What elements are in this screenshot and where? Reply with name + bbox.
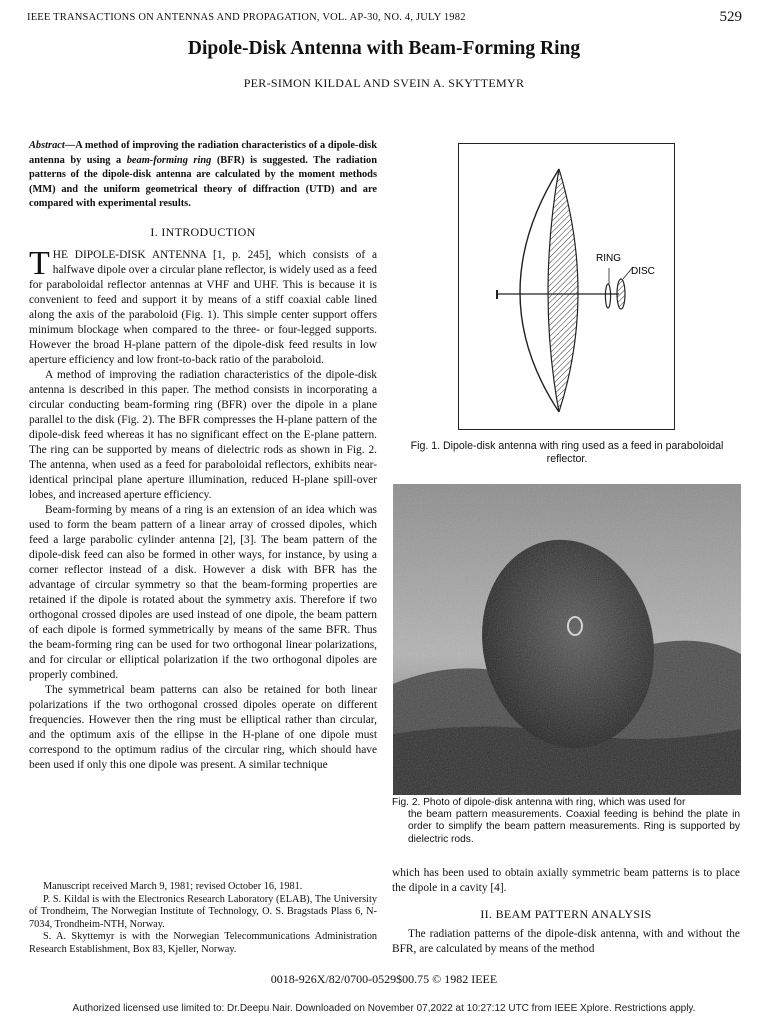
figure-1-drawing bbox=[458, 143, 675, 430]
section-heading-beam-pattern-analysis: II. BEAM PATTERN ANALYSIS bbox=[480, 907, 652, 921]
right-column-continuation bbox=[392, 866, 740, 896]
figure-2-caption bbox=[392, 797, 740, 846]
paper-title: Dipole-Disk Antenna with Beam-Forming Ring bbox=[187, 38, 581, 59]
figure-1-caption: Fig. 1. Dipole-disk antenna with ring used as a feed in paraboloidal reflector. bbox=[410, 440, 724, 465]
antenna-diagram bbox=[459, 144, 674, 429]
disc-element bbox=[617, 279, 625, 309]
author-line: PER-SIMON KILDAL AND SVEIN A. SKYTTEMYR bbox=[243, 76, 525, 90]
footnote-affiliation-kildal: P. S. Kildal is with the Electronics Research Laboratory (ELAB), The University of Trondheim, The Norwegian Institute of Technology, O. S. Bragstads Plass 6, N-7034, Trondheim-NTH, Norway. bbox=[29, 893, 377, 930]
footnote-affiliation-skyttemyr: S. A. Skyttemyr is with the Norwegian Telecommunications Administration Research Establishment, Box 83, Kjeller, Norway. bbox=[29, 931, 377, 955]
footnote-received: Manuscript received March 9, 1981; revised October 16, 1981. bbox=[43, 881, 303, 892]
ring-element bbox=[605, 284, 610, 308]
page-number: 529 bbox=[719, 9, 742, 25]
caption-first-line: Fig. 2. Photo of dipole-disk antenna with ring, which was used for bbox=[392, 797, 686, 808]
disc-label: DISC bbox=[631, 266, 655, 277]
paragraph: Beam-forming by means of a ring is an extension of an idea which was used to form the beam pattern of a linear array of crossed dipoles, which feed a large parabolic cylinder antenna [2], [3]. The beam pattern of the dipole-disk feed can also be formed in other ways, for instance, by using a corner reflector instead of a disk. However a disk with BFR has the advantage of circular symmetry so that the beam-forming properties are retained if the dipole is rotated about the symmetry axis. Therefore if two orthogonal crossed dipoles are used instead of one dipole, the beam pattern of each dipole is formed symmetrically by means of the same BFR. Thus the beam-forming ring can be used for two orthogonal linear polarizations, and for circular or elliptical polarization if the two orthogonal dipoles are properly combined. bbox=[29, 504, 377, 681]
drop-cap: T bbox=[29, 245, 50, 282]
paragraph: The radiation patterns of the dipole-disk antenna, with and without the BFR, are calculated by means of the method bbox=[392, 928, 740, 955]
paragraph: which has been used to obtain axially symmetric beam patterns is to place the dipole in a cavity [4]. bbox=[392, 867, 740, 894]
section-2-body bbox=[392, 927, 740, 957]
introduction-body bbox=[29, 245, 377, 773]
abstract-text-1: —A method of improving the radiation characteristics of a dipole-disk antenna by using a bbox=[29, 140, 377, 166]
license-notice: Authorized licensed use limited to: Dr.Deepu Nair. Downloaded on November 07,2022 at 10:27:12 UTC from IEEE Xplore. Restrictions apply. bbox=[72, 1003, 696, 1014]
abstract-term: beam-forming ring bbox=[126, 154, 212, 166]
antenna-photo bbox=[393, 484, 741, 795]
caption-continuation: the beam pattern measurements. Coaxial feeding is behind the plate in order to simplify the beam pattern measurements. Ring is supported by dielectric rods. bbox=[408, 809, 740, 845]
abstract-label: Abstract bbox=[29, 140, 65, 151]
paragraph: A method of improving the radiation characteristics of the dipole-disk antenna is described in this paper. The method consists in incorporating a circular conducting beam-forming ring (BFR) over the dipole in a plane parallel to the disk (Fig. 2). The BFR compresses the H-plane pattern of the dipole-disk feed whereas it has no significant effect on the E-plane pattern. The ring can be supported by means of dielectric rods as shown in Fig. 2. The antenna, when used as a feed for paraboloidal reflectors, exhibits near-identical principal plane aperture illumination, reduced H-plane spill-over lobes, and increased aperture efficiency. bbox=[29, 369, 377, 501]
running-head: IEEE TRANSACTIONS ON ANTENNAS AND PROPAGATION, VOL. AP-30, NO. 4, JULY 1982 bbox=[27, 12, 466, 23]
ring-label: RING bbox=[596, 253, 621, 264]
abstract bbox=[29, 139, 377, 212]
copyright-line: 0018-926X/82/0700-0529$00.75 © 1982 IEEE bbox=[270, 972, 498, 986]
paragraph: The symmetrical beam patterns can also be retained for both linear polarizations if the two orthogonal crossed dipoles operate on different frequencies. However then the ring must be elliptical rather than circular, and the optimum axis of the ellipse in the H-plane of one dipole must correspond to the optimum radius of the circular ring, which should have been used if only this one dipole was present. A similar technique bbox=[29, 684, 377, 771]
paraboloid-rim bbox=[548, 169, 578, 412]
paragraph bbox=[29, 245, 377, 368]
abstract-text-2: (BFR) is suggested. The radiation patterns of the dipole-disk antenna are calculated by the moment methods (MM) and the uniform geometrical theory of diffraction (UTD) and are compared with experimental results. bbox=[29, 154, 377, 210]
section-heading-introduction: I. INTRODUCTION bbox=[150, 225, 256, 239]
figure-2-photo bbox=[393, 484, 741, 795]
paragraph-text: HE DIPOLE-DISK ANTENNA [1, p. 245], which consists of a halfwave dipole over a circular plane reflector, is widely used as a feed for paraboloidal reflector antennas at VHF and UHF. This is because it is convenient to feed and support it by means of a stiff coaxial cable lined along the axis of the paraboloid (Fig. 1). This simple center support offers minimum blockage when compared to the three- or four-legged supports. However the broad H-plane pattern of the dipole-disk feed results in low aperture efficiency and low front-to-back ratio of the paraboloid. bbox=[29, 249, 377, 366]
footnote bbox=[29, 881, 377, 957]
